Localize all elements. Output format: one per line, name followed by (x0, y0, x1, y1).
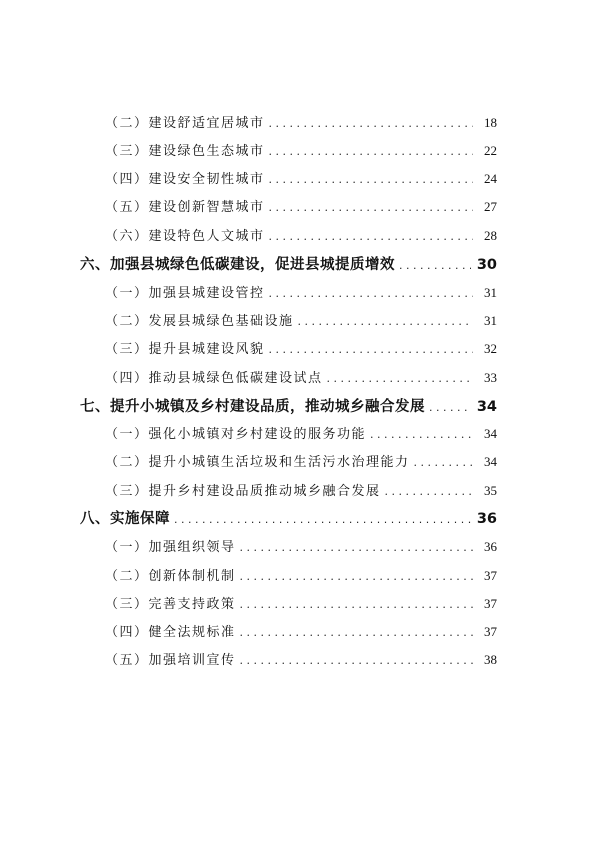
dot-leader (240, 594, 473, 616)
dot-leader (298, 311, 473, 333)
toc-entry-page: 37 (484, 568, 497, 583)
toc-entry-title: 六、加强县城绿色低碳建设，促进县城提质增效 (80, 257, 395, 273)
toc-section-entry[interactable] (80, 508, 497, 530)
toc-entry-page: 34 (484, 454, 497, 469)
toc-entry-title: （三）提升乡村建设品质推动城乡融合发展 (105, 484, 381, 499)
toc-entry[interactable] (105, 536, 497, 558)
toc-entry[interactable] (105, 282, 497, 304)
toc-entry-title: 八、实施保障 (80, 511, 170, 527)
dot-leader (269, 339, 473, 361)
dot-leader (269, 141, 473, 163)
toc-entry-page: 34 (476, 399, 497, 415)
toc-entry[interactable] (105, 310, 497, 332)
toc-entry[interactable] (105, 225, 497, 247)
toc-section-entry[interactable] (80, 396, 497, 418)
toc-entry[interactable] (105, 338, 497, 360)
toc-entry-title: （二）建设舒适宜居城市 (105, 116, 265, 131)
dot-leader (269, 197, 473, 219)
toc-section-entry[interactable] (80, 254, 497, 276)
toc-entry[interactable] (105, 423, 497, 445)
toc-entry-page: 27 (484, 199, 497, 214)
dot-leader (269, 113, 473, 135)
toc-entry-page: 18 (484, 115, 497, 130)
toc-entry-page: 31 (484, 313, 497, 328)
toc-entry[interactable] (105, 367, 497, 389)
toc-entry-page: 37 (484, 624, 497, 639)
toc-entry-title: （二）创新体制机制 (105, 569, 236, 584)
dot-leader (240, 622, 473, 644)
toc-entry[interactable] (105, 621, 497, 643)
dot-leader (370, 424, 473, 446)
toc-entry-title: （六）建设特色人文城市 (105, 229, 265, 244)
toc-entry-title: （一）加强组织领导 (105, 540, 236, 555)
toc-entry[interactable] (105, 168, 497, 190)
dot-leader (385, 481, 473, 503)
dot-leader (429, 396, 471, 419)
toc-entry-page: 30 (476, 257, 497, 273)
toc-entry-title: （一）加强县城建设管控 (105, 286, 265, 301)
toc-entry[interactable] (105, 112, 497, 134)
dot-leader (269, 169, 473, 191)
toc-entry-title: （三）提升县城建设风貌 (105, 342, 265, 357)
toc-entry[interactable] (105, 649, 497, 671)
toc-entry[interactable] (105, 565, 497, 587)
toc-entry-title: （三）完善支持政策 (105, 597, 236, 612)
toc-entry-page: 33 (484, 370, 497, 385)
toc-entry-page: 38 (484, 652, 497, 667)
dot-leader (399, 254, 471, 277)
dot-leader (240, 566, 473, 588)
toc-entry-page: 28 (484, 228, 497, 243)
toc-entry-page: 34 (484, 426, 497, 441)
dot-leader (240, 537, 473, 559)
toc-entry-title: 七、提升小城镇及乡村建设品质，推动城乡融合发展 (80, 399, 425, 415)
toc-entry-title: （四）健全法规标准 (105, 625, 236, 640)
toc-entry-page: 37 (484, 596, 497, 611)
toc-entry-title: （五）建设创新智慧城市 (105, 200, 265, 215)
toc-entry-title: （五）加强培训宣传 (105, 653, 236, 668)
dot-leader (269, 226, 473, 248)
toc-entry-title: （四）推动县城绿色低碳建设试点 (105, 371, 323, 386)
toc-entry-title: （二）提升小城镇生活垃圾和生活污水治理能力 (105, 455, 410, 470)
toc-entry[interactable] (105, 480, 497, 502)
toc-entry-page: 32 (484, 341, 497, 356)
toc-entry-title: （一）强化小城镇对乡村建设的服务功能 (105, 427, 367, 442)
dot-leader (269, 283, 473, 305)
toc-entry-page: 35 (484, 483, 497, 498)
dot-leader (174, 508, 471, 531)
toc-entry-page: 24 (484, 171, 497, 186)
dot-leader (414, 452, 473, 474)
toc-entry-page: 36 (484, 539, 497, 554)
dot-leader (240, 650, 473, 672)
toc-entry-page: 22 (484, 143, 497, 158)
toc-entry[interactable] (105, 451, 497, 473)
toc-entry-page: 36 (476, 511, 497, 527)
toc-entry-title: （二）发展县城绿色基础设施 (105, 314, 294, 329)
toc-entry[interactable] (105, 196, 497, 218)
toc-entry-page: 31 (484, 285, 497, 300)
toc-entry[interactable] (105, 593, 497, 615)
dot-leader (327, 368, 473, 390)
toc-entry[interactable] (105, 140, 497, 162)
toc-entry-title: （三）建设绿色生态城市 (105, 144, 265, 159)
toc-entry-title: （四）建设安全韧性城市 (105, 172, 265, 187)
